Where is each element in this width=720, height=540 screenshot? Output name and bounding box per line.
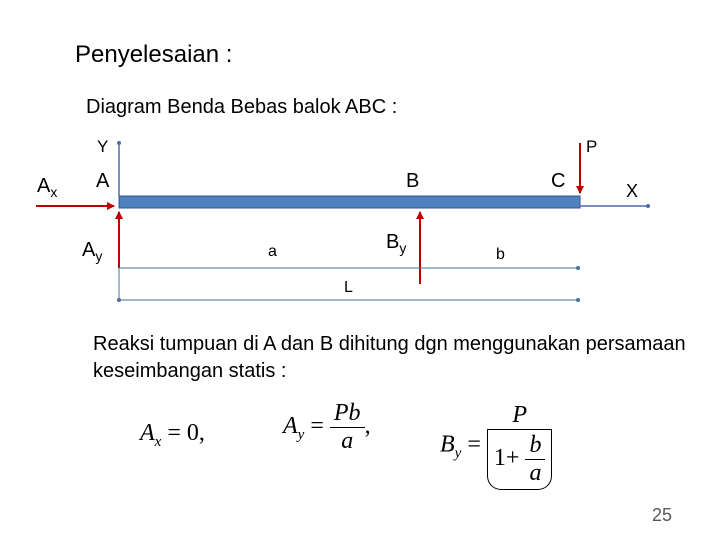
label-point-b: B bbox=[406, 170, 420, 192]
page-title: Penyelesaian : bbox=[75, 41, 233, 68]
reaction-description: Reaksi tumpuan di A dan B dihitung dgn menggunakan persamaan keseimbangan statis : bbox=[93, 333, 686, 382]
label-force-p: P bbox=[586, 137, 598, 156]
equation-by: $B_y$ = P 1+ $\frac{b}{a}$ bbox=[440, 402, 552, 490]
beam-abc bbox=[119, 196, 580, 208]
label-distance-a: a bbox=[268, 243, 277, 260]
label-point-c: C bbox=[551, 170, 566, 192]
label-y-axis: Y bbox=[97, 137, 109, 156]
label-distance-b: b bbox=[496, 246, 505, 263]
equation-ay: $A_y$ = $\frac{Pb}{a}$ , bbox=[283, 400, 371, 454]
y-axis-end-dot bbox=[117, 141, 121, 145]
label-point-a: A bbox=[96, 170, 110, 192]
label-length-l: L bbox=[344, 279, 353, 296]
label-reaction-ax: $A_x$ bbox=[37, 175, 58, 200]
label-x-axis: X bbox=[626, 181, 639, 201]
fraction-ay: $\frac{Pb}{a}$ bbox=[330, 400, 365, 455]
fraction-by: P 1+ $\frac{b}{a}$ bbox=[487, 402, 553, 490]
page-number: 25 bbox=[652, 505, 673, 525]
label-reaction-ay: $A_y$ bbox=[82, 239, 103, 264]
dimension-l-end-dot bbox=[576, 298, 580, 302]
x-axis-end-dot bbox=[646, 204, 650, 208]
diagram-title: Diagram Benda Bebas balok ABC : bbox=[86, 96, 398, 118]
dimension-ab-end-dot bbox=[576, 266, 580, 270]
equation-ax: $A_x = 0$, bbox=[140, 420, 205, 450]
label-reaction-by: $B_y$ bbox=[386, 231, 407, 256]
